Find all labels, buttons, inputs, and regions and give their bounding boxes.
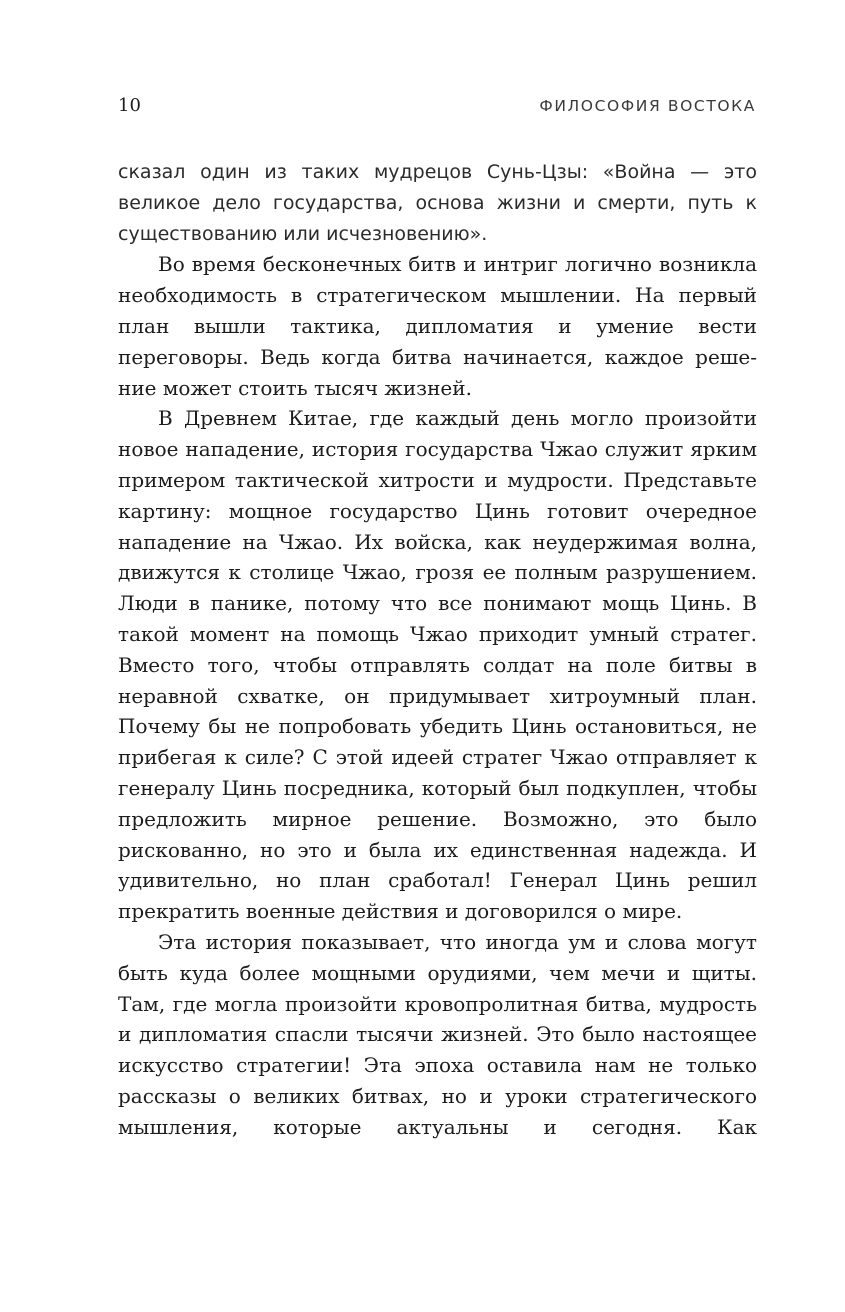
page-number: 10 [118,95,141,116]
paragraph-1: сказал один из таких мудрецов Сунь-Цзы: «Война — это великое дело государства, основа жизни и смерти, путь к существованию или исчезновению». [118,161,757,245]
text-body [118,157,757,1143]
paragraph-4: Эта история показывает, что иногда ум и слова могут быть куда более мощными орудиями, чем мечи и щиты. Там, где могла произойти кровопролитная битва, мудрость и дипломатия спасли тысячи жизней. Это было настоящее искусство стратегии! Эта эпоха оставила нам не только рассказы о великих битвах, но и уроки стратегического мышления, которые актуальны и сегодня. Как [118,929,757,1139]
paragraph-2: Во время бесконечных битв и интриг логично возникла необходимость в стратегическом мышлении. На первый план вышли тактика, дипломатия и умение вести переговоры. Ведь когда битва начинается, каждое решение может стоить тысяч жизней. [118,252,757,400]
paragraph-3: В Древнем Китае, где каждый день могло произойти новое нападение, история государства Чжао служит ярким примером тактической хитрости и мудрости. Представьте картину: мощное государство Цинь готовит очередное нападение на Чжао. Их войска, как неудержимая волна, движутся к столице Чжао, грозя ее полным разрушением. Люди в панике, потому что все понимают мощь Цинь. В такой момент на помощь Чжао приходит умный стратег. Вместо того, чтобы отправлять солдат на поле битвы в неравной схватке, он придумывает хитроумный план. Почему бы не попробовать убедить Цинь остановиться, не прибегая к силе? С этой идеей стратег Чжао отправляет к генералу Цинь посредника, который был подкуплен, чтобы предложить мирное решение. Возможно, это было рискованно, но это и была их единственная надежда. И удивительно, но план сработал! Генерал Цинь решил прекратить военные действия и договорился о мире. [118,406,757,924]
running-title: ФИЛОСОФИЯ ВОСТОКА [539,97,756,115]
